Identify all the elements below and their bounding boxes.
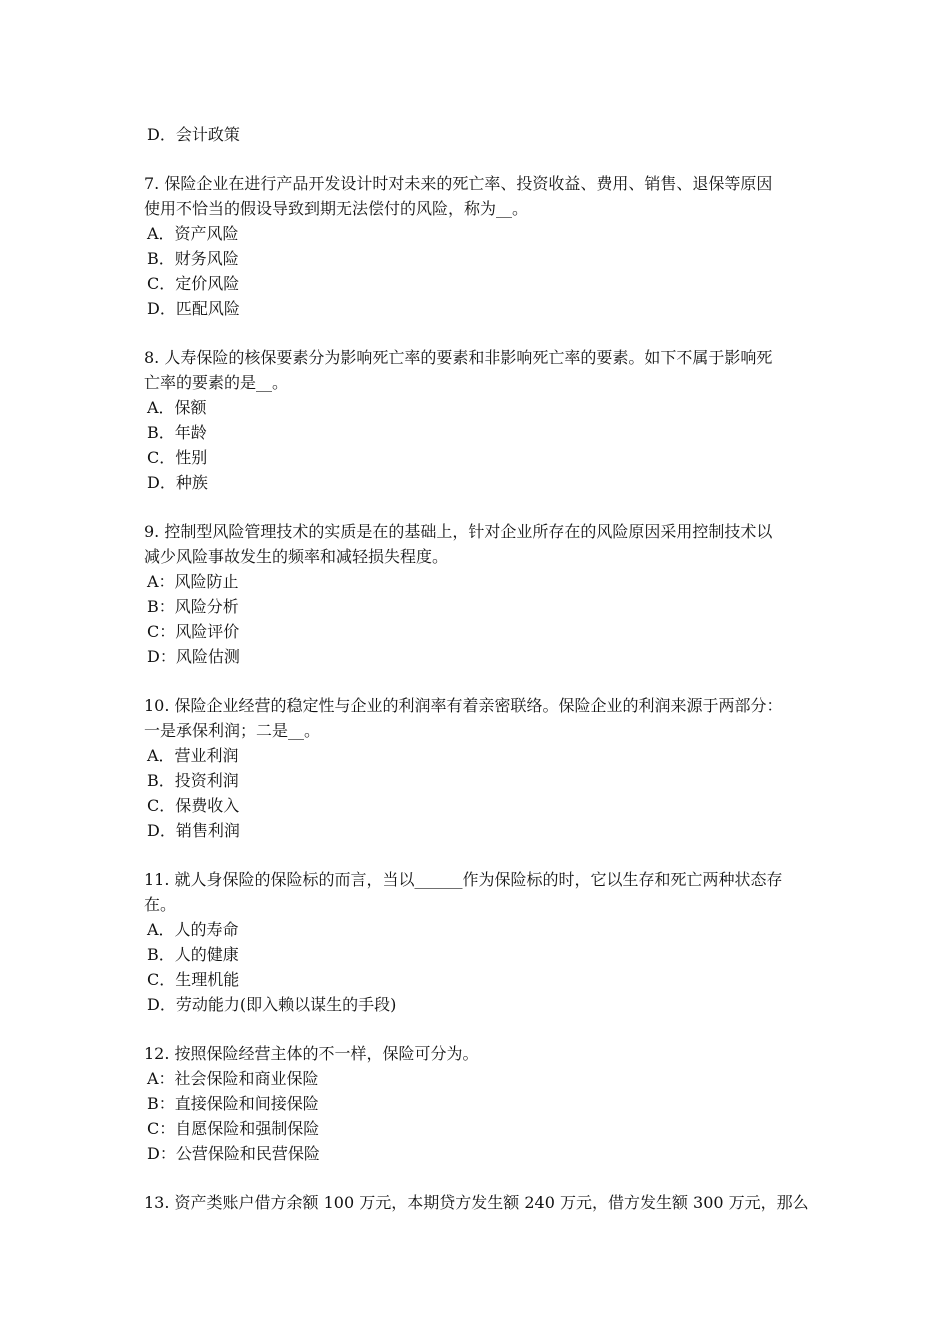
question-stem	[144, 519, 814, 569]
question-stem	[144, 171, 814, 221]
option-c: C：自愿保险和强制保险	[147, 1119, 320, 1138]
stem-line: 12. 按照保险经营主体的不一样，保险可分为。	[144, 1044, 479, 1063]
option-a: A：社会保险和商业保险	[147, 1069, 319, 1088]
option-d: D．销售利润	[147, 821, 240, 840]
question-8	[144, 345, 814, 495]
question-10	[144, 693, 814, 843]
question-9	[144, 519, 814, 669]
spacer	[144, 1166, 814, 1190]
question-stem	[144, 867, 814, 917]
option-a: A．资产风险	[147, 224, 239, 243]
option-b: B．投资利润	[147, 771, 239, 790]
option-c: C：风险评价	[147, 622, 240, 641]
stem-line: 一是承保利润；二是__。	[144, 721, 321, 740]
option-b: B．人的健康	[147, 945, 239, 964]
option-d: D．劳动能力(即入赖以谋生的手段)	[147, 995, 397, 1014]
option-b: B：直接保险和间接保险	[147, 1094, 319, 1113]
spacer	[144, 843, 814, 867]
option-d-prev: D．会计政策	[147, 125, 240, 144]
question-stem	[144, 1041, 814, 1066]
spacer	[144, 495, 814, 519]
question-stem	[144, 345, 814, 395]
stem-line: 11. 就人身保险的保险标的而言，当以______作为保险标的时，它以生存和死亡两种状态存	[144, 870, 783, 889]
option-a: A．人的寿命	[147, 920, 239, 939]
stem-line: 9. 控制型风险管理技术的实质是在的基础上，针对企业所存在的风险原因采用控制技术以	[144, 522, 773, 541]
question-12	[144, 1041, 814, 1166]
stem-line: 13. 资产类账户借方余额 100 万元，本期贷方发生额 240 万元，借方发生额 300 万元，那么	[144, 1193, 809, 1212]
option-d: D：风险估测	[147, 647, 240, 666]
option-c: C．性别	[147, 448, 208, 467]
option-c: C．生理机能	[147, 970, 240, 989]
question-7	[144, 171, 814, 321]
option-d: D：公营保险和民营保险	[147, 1144, 320, 1163]
option-b: B：风险分析	[147, 597, 239, 616]
question-11	[144, 867, 814, 1017]
stem-line: 8. 人寿保险的核保要素分为影响死亡率的要素和非影响死亡率的要素。如下不属于影响死	[144, 348, 773, 367]
stem-line: 使用不恰当的假设导致到期无法偿付的风险，称为__。	[144, 199, 529, 218]
stem-line: 在。	[144, 895, 177, 914]
question-13	[144, 1190, 814, 1215]
spacer	[144, 321, 814, 345]
option-a: A：风险防止	[147, 572, 239, 591]
document-page	[144, 122, 814, 1215]
question-stem	[144, 1190, 814, 1215]
stem-line: 10. 保险企业经营的稳定性与企业的利润率有着亲密联络。保险企业的利润来源于两部分：	[144, 696, 783, 715]
stem-line: 7. 保险企业在进行产品开发设计时对未来的死亡率、投资收益、费用、销售、退保等原因	[144, 174, 773, 193]
question-stem	[144, 693, 814, 743]
spacer	[144, 1017, 814, 1041]
option-c: C．定价风险	[147, 274, 240, 293]
stem-line: 亡率的要素的是__。	[144, 373, 289, 392]
option-b: B．财务风险	[147, 249, 239, 268]
option-a: A．营业利润	[147, 746, 239, 765]
spacer	[144, 669, 814, 693]
option-d: D．种族	[147, 473, 208, 492]
option-d: D．匹配风险	[147, 299, 240, 318]
option-b: B．年龄	[147, 423, 207, 442]
option-c: C．保费收入	[147, 796, 240, 815]
option-a: A．保额	[147, 398, 207, 417]
spacer	[144, 147, 814, 171]
stem-line: 减少风险事故发生的频率和减轻损失程度。	[144, 547, 449, 566]
